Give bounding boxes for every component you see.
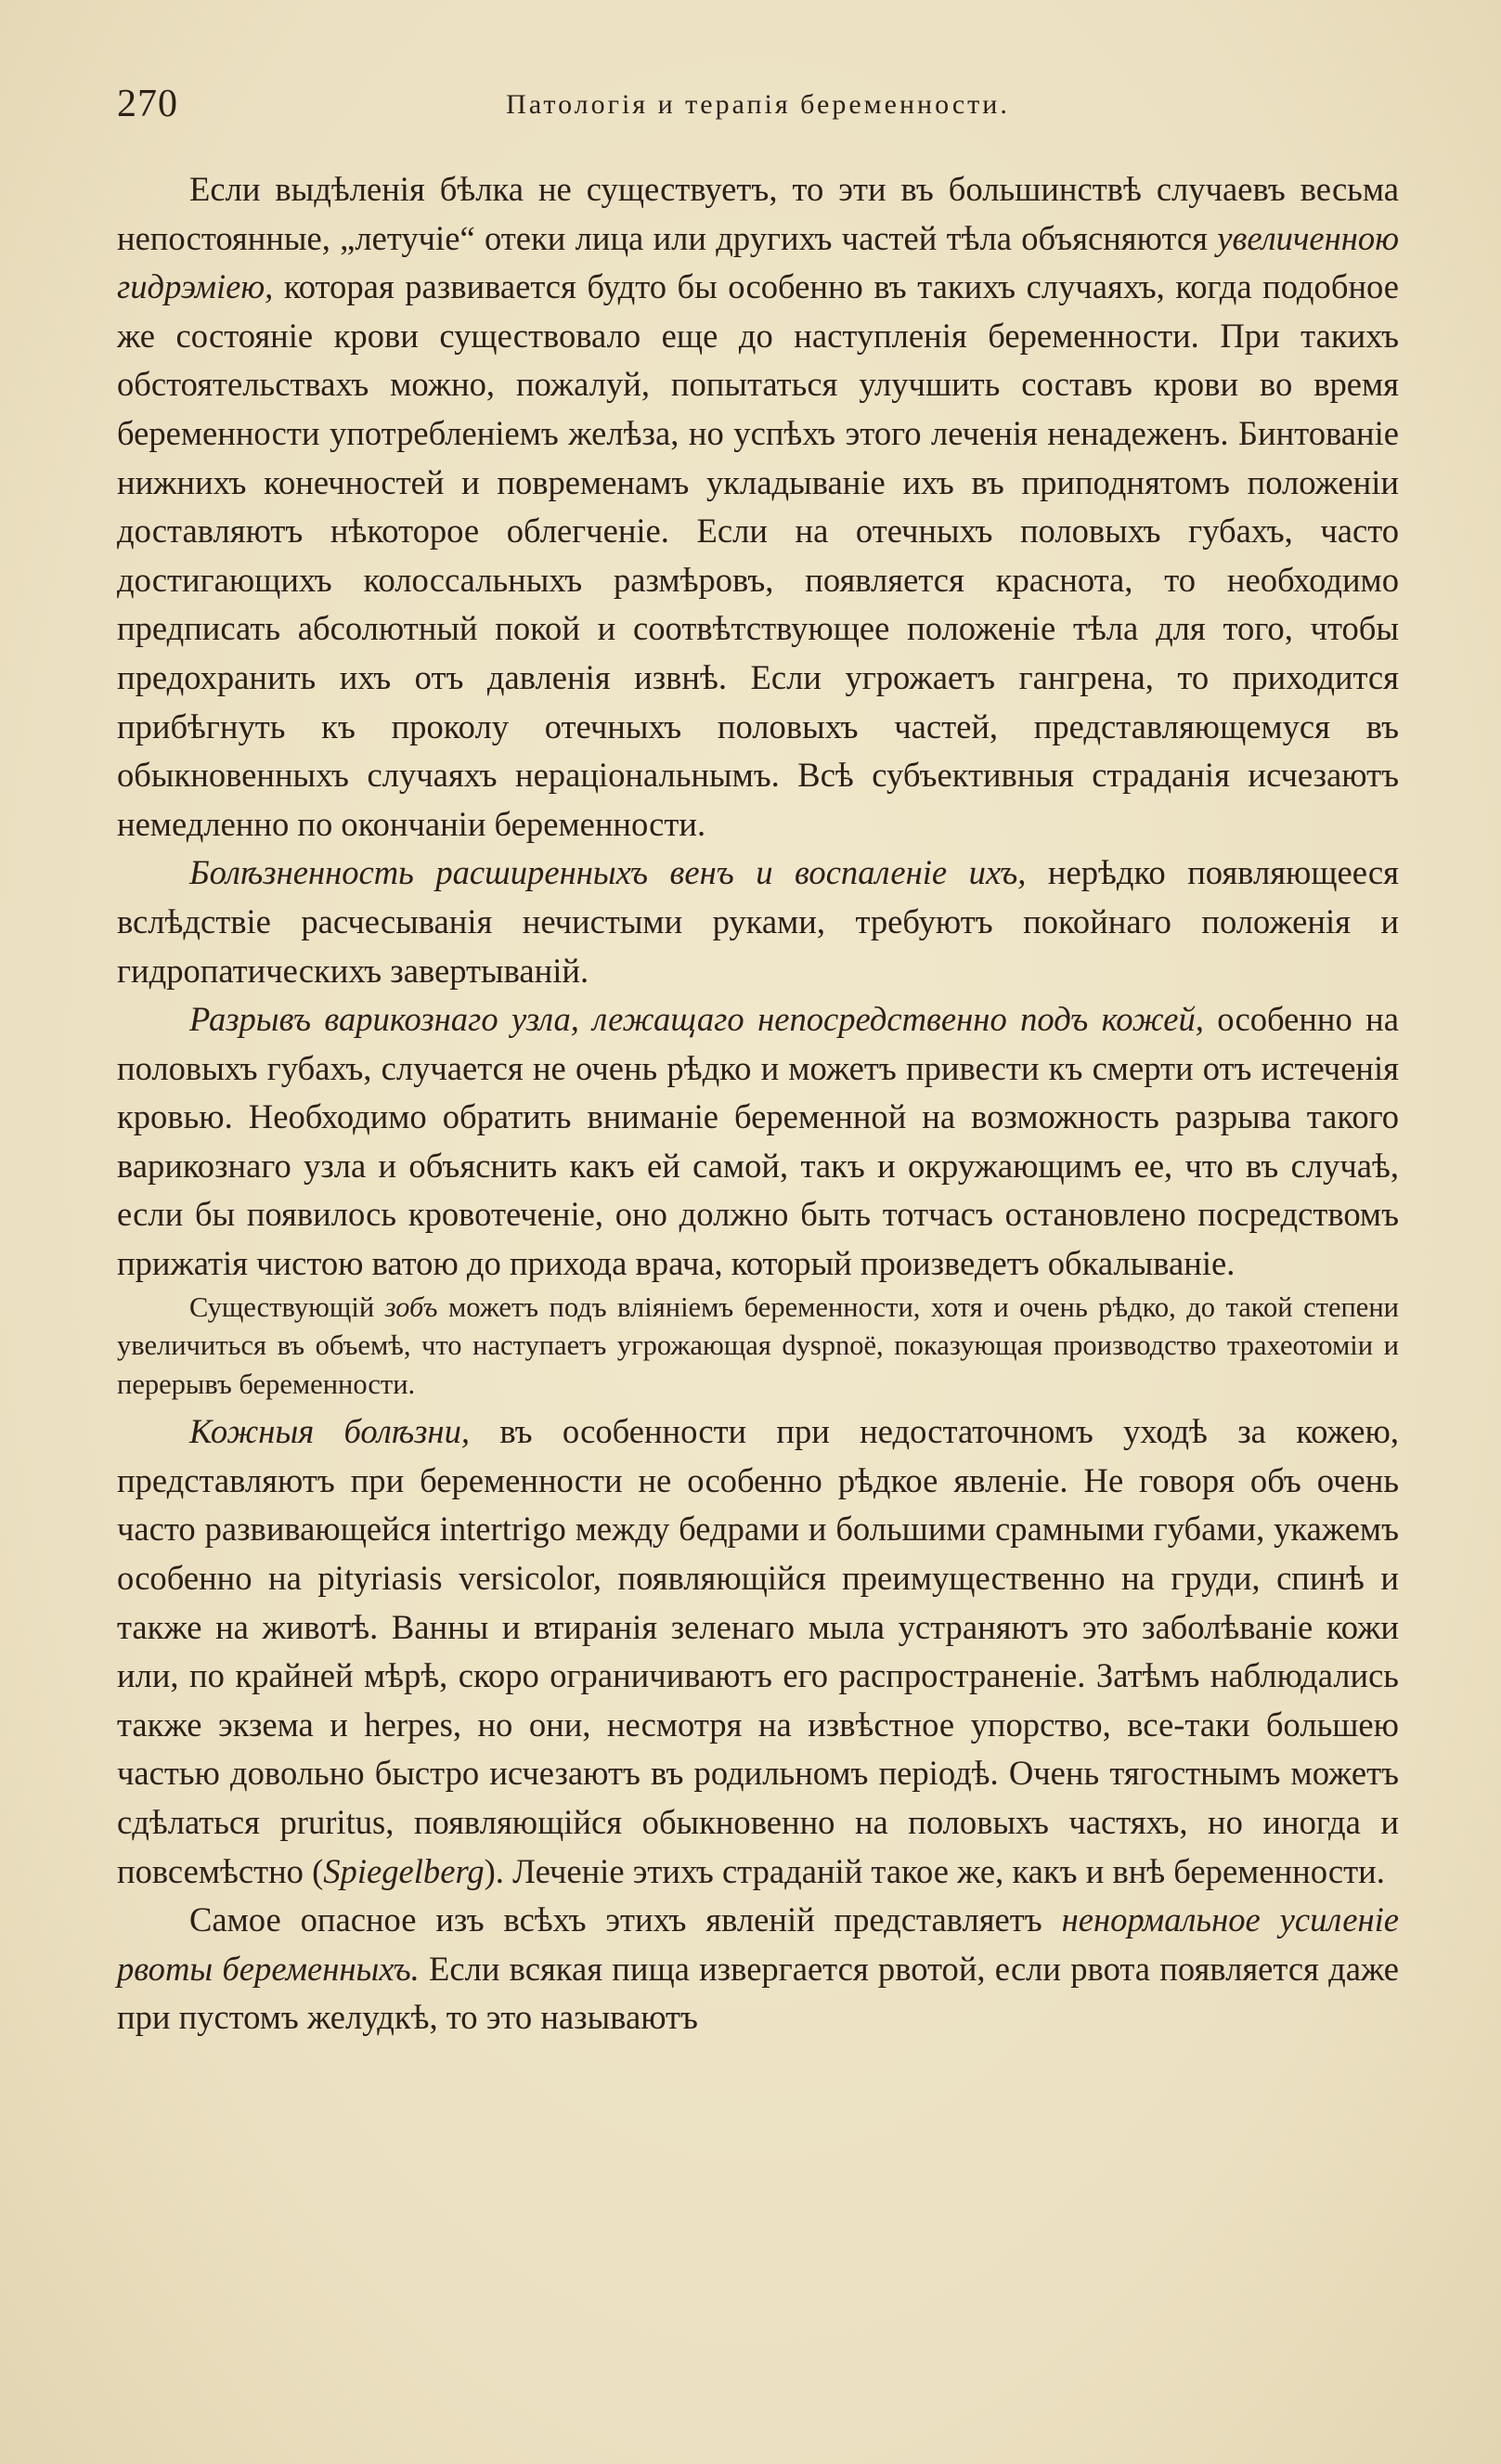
page-number: 270	[117, 83, 178, 125]
italic-text: ненормальное усиленіе рвоты беременныхъ.	[117, 1900, 1400, 1988]
italic-text: Кожныя болѣзни,	[189, 1412, 471, 1451]
text-run: Если всякая пища извергается рвотой, если рвота появляется даже при пустомъ желудкѣ, то это называютъ	[117, 1949, 1399, 2037]
text-run: ). Леченіе этихъ страданій такое же, какъ и внѣ беременности.	[484, 1851, 1385, 1890]
paragraph	[117, 1896, 1399, 2043]
text-run: въ особенности при недостаточномъ уходѣ за кожею, представляютъ при беременности не особенно рѣдкое явленіе. Не говоря объ очень часто развивающейся intertrigo между бедрами и большими срамными губами, укажемъ особенно на pityriasis versicolor, появляющійся преимущественно на груди, спинѣ и также на животѣ. Ванны и втиранія зеленаго мыла устраняютъ это заболѣваніе кожи или, по крайней мѣрѣ, скоро ограничиваютъ его распространеніе. Затѣмъ наблюдались также экзема и herpes, но они, несмотря на извѣстное упорство, все-таки большею частью довольно быстро исчезаютъ въ родильномъ періодѣ. Очень тягостнымъ можетъ сдѣлаться pruritus, появляющійся обыкновенно на половыхъ частяхъ, но иногда и повсемѣстно (	[117, 1412, 1399, 1890]
text-run: можетъ подъ вліяніемъ беременности, хотя и очень рѣдко, до такой степени увеличиться въ объемѣ, что наступаетъ угрожающая dyspnoë, показующая производство трахеотоміи и перерывъ беременности.	[117, 1290, 1399, 1400]
italic-text: Spiegelberg	[323, 1851, 485, 1890]
italic-text: зобъ	[384, 1290, 438, 1323]
italic-text: Болѣзненность расширенныхъ венъ и воспаленіе ихъ,	[189, 853, 1027, 892]
text-run: Если выдѣленія бѣлка не существуетъ, то эти въ большинствѣ случаевъ весьма непостоянные, „летучіе“ отеки лица или другихъ частей тѣла объясняются	[117, 170, 1399, 257]
paragraph	[117, 165, 1399, 849]
italic-text: Разрывъ варикознаго узла, лежащаго непосредственно подъ кожей,	[189, 1000, 1204, 1039]
running-title: Патологія и терапія беременности.	[506, 89, 1010, 120]
text-run: Самое опасное изъ всѣхъ этихъ явленій представляетъ	[189, 1900, 1062, 1939]
italic-text: увеличенною гидрэміею,	[117, 218, 1399, 306]
text-run: которая развивается будто бы особенно въ такихъ случаяхъ, когда подобное же состояніе крови существовало еще до наступленія беременности. При такихъ обстоятельствахъ можно, пожалуй, попытаться улучшить составъ крови во время беременности употребленіемъ желѣза, но успѣхъ этого леченія ненадеженъ. Бинтованіе нижнихъ конечностей и повременамъ укладываніе ихъ въ приподнятомъ положеніи доставляютъ нѣкоторое облегченіе. Если на отечныхъ половыхъ губахъ, часто достигающихъ колоссальныхъ размѣровъ, появляется краснота, то необходимо предписать абсолютный покой и соотвѣтствующее положеніе тѣла для того, чтобы предохранить ихъ отъ давленія извнѣ. Если угрожаетъ гангрена, то приходится прибѣгнуть къ проколу отечныхъ половыхъ частей, представляющемуся въ обыкновенныхъ случаяхъ нераціональнымъ. Всѣ субъективныя страданія исчезаютъ немедленно по окончаніи беременности.	[117, 267, 1399, 843]
text-run: особенно на половыхъ губахъ, случается не очень рѣдко и можетъ привести къ смерти отъ истеченія кровью. Необходимо обратить вниманіе беременной на возможность разрыва такого варикознаго узла и объяснить какъ ей самой, такъ и окружающимъ ее, что въ случаѣ, если бы появилось кровотеченіе, оно должно быть тотчасъ остановлено посредствомъ прижатія чистою ватою до прихода врача, который произведетъ обкалываніе.	[117, 1000, 1399, 1283]
body-text	[117, 165, 1399, 2043]
paragraph	[117, 995, 1399, 1289]
text-run: Существующій	[189, 1290, 385, 1323]
paragraph	[117, 1407, 1399, 1896]
paragraph	[117, 849, 1399, 995]
small-print-paragraph	[117, 1289, 1399, 1405]
text-run: нерѣдко появляющееся вслѣдствіе расчесыванія нечистыми руками, требуютъ покойнаго положенія и гидропатическихъ завертываній.	[117, 853, 1399, 990]
page-header	[117, 82, 1399, 134]
